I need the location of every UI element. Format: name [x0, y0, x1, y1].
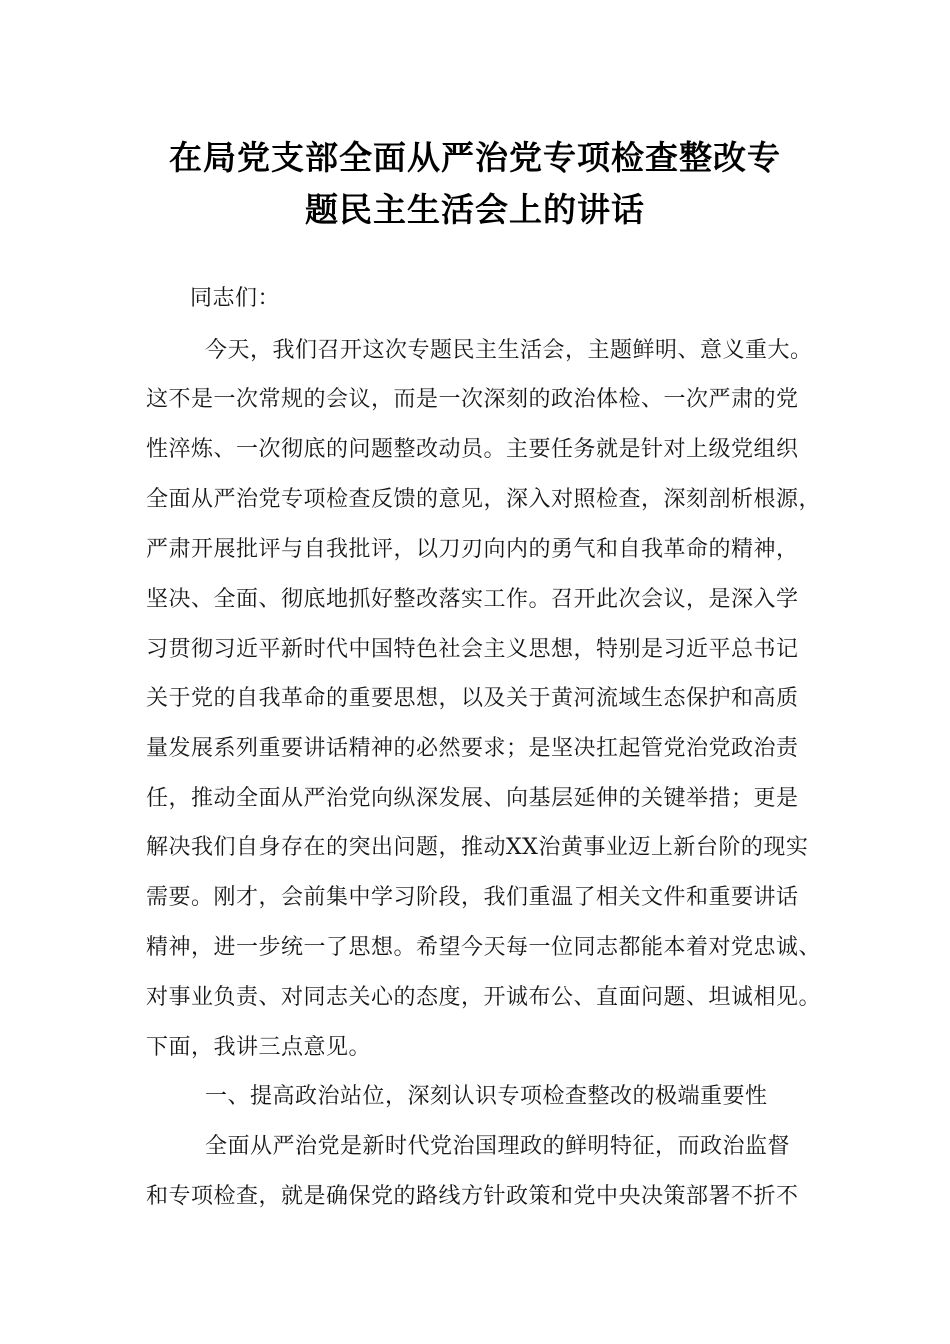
body-line: 坚决、全面、彻底地抓好整改落实工作。召开此次会议，是深入学 [146, 587, 799, 612]
document-title-line-1: 在局党支部全面从严治党专项检查整改专 [169, 138, 781, 177]
body-line: 解决我们自身存在的突出问题，推动XX治黄事业迈上新台阶的现实 [146, 835, 809, 860]
body-line: 关于党的自我革命的重要思想，以及关于黄河流域生态保护和高质 [146, 686, 799, 711]
body-line: 精神，进一步统一了思想。希望今天每一位同志都能本着对党忠诚、 [146, 935, 822, 960]
body-line: 习贯彻习近平新时代中国特色社会主义思想，特别是习近平总书记 [146, 637, 799, 662]
salutation: 同志们： [190, 286, 281, 311]
body-line: 需要。刚才，会前集中学习阶段，我们重温了相关文件和重要讲话 [146, 885, 799, 910]
body-line: 下面，我讲三点意见。 [146, 1035, 372, 1060]
body-line: 任，推动全面从严治党向纵深发展、向基层延伸的关键举措；更是 [146, 786, 799, 811]
body-line: 量发展系列重要讲话精神的必然要求；是坚决扛起管党治党政治责 [146, 736, 799, 761]
body-line: 严肃开展批评与自我批评，以刀刃向内的勇气和自我革命的精神， [146, 537, 799, 562]
body-line: 性淬炼、一次彻底的问题整改动员。主要任务就是针对上级党组织 [146, 437, 799, 462]
body-line: 对事业负责、对同志关心的态度，开诚布公、直面问题、坦诚相见。 [146, 985, 822, 1010]
body-line: 今天，我们召开这次专题民主生活会，主题鲜明、意义重大。 [205, 338, 813, 363]
body-line: 全面从严治党专项检查反馈的意见，深入对照检查，深刻剖析根源， [146, 487, 822, 512]
section-heading: 一、提高政治站位，深刻认识专项检查整改的极端重要性 [205, 1084, 768, 1109]
body-line: 这不是一次常规的会议，而是一次深刻的政治体检、一次严肃的党 [146, 387, 799, 412]
body-line: 全面从严治党是新时代党治国理政的鲜明特征，而政治监督 [205, 1134, 791, 1159]
document-title-line-2: 题民主生活会上的讲话 [305, 190, 645, 229]
body-line: 和专项检查，就是确保党的路线方针政策和党中央决策部署不折不 [146, 1184, 799, 1209]
